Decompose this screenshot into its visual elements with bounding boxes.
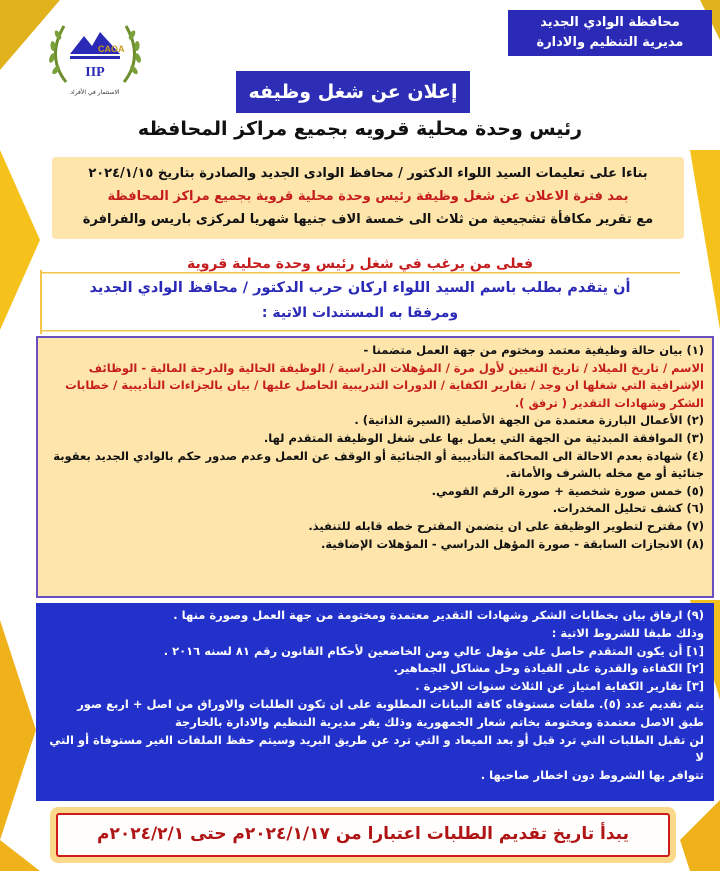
intro-box bbox=[52, 157, 684, 239]
call-line-1: فعلى من يرغب في شغل رئيس وحدة محلية قروية bbox=[186, 256, 534, 272]
document-item: (٧) مقترح لتطوير الوظيفة على ان يتضمن المقترح خطه قابله للتنفيذ. bbox=[308, 518, 704, 533]
condition-item: يتم تقديم عدد (٥). ملفات مستوفاه كافة البيانات المطلوبة على ان تكون الطلبات والاوراق من اصل + اربع صور bbox=[77, 696, 704, 711]
org-governorate: محافظة الوادي الجديد bbox=[540, 15, 680, 30]
document-item: الاسم / تاريخ الميلاد / تاريخ التعيين لأول مرة / المؤهلات الدراسية / الوظيفة الحالية والدرجة المالية - الوظائف bbox=[88, 360, 704, 375]
document-item: (٦) كشف تحليل المخدرات. bbox=[552, 501, 704, 516]
intro-line-1: بناءا على تعليمات السيد اللواء الدكتور / محافظ الوادى الجديد والصادرة بتاريخ ٢٠٢٤/١/١٥ bbox=[88, 166, 648, 181]
document-item: الشكر وشهادات التقدير ( ترفق ). bbox=[514, 395, 704, 410]
svg-text:CAOA: CAOA bbox=[98, 44, 125, 54]
svg-text:IIP: IIP bbox=[85, 65, 105, 80]
document-item: جنائية أو مع مخله بالشرف والأمانة. bbox=[505, 466, 704, 481]
condition-item: لن تقبل الطلبات التي ترد قبل أو بعد الميعاد و التي ترد عن طريق البريد وسيتم حفظ الملفات الغير مستوفاة أو التي لا bbox=[49, 732, 704, 765]
document-item: (٨) الانجازات السابقة - صورة المؤهل الدراسي - المؤهلات الإضافية. bbox=[320, 536, 704, 551]
condition-item: (٩) ارفاق بيان بخطابات الشكر وشهادات التقدير معتمدة ومختومة من جهة العمل وصورة منها . bbox=[173, 608, 704, 622]
job-subtitle: رئيس وحدة محلية قرويه بجميع مراكز المحافظه bbox=[137, 118, 583, 140]
organization-header bbox=[508, 10, 712, 56]
condition-item: [٢] الكفاءة والقدرة على القيادة وحل مشاكل الجماهير. bbox=[393, 661, 704, 676]
call-line-2: أن يتقدم بطلب باسم السيد اللواء اركان حرب الدكتور / محافظ الوادي الجديد bbox=[89, 280, 631, 296]
caoa-logo bbox=[36, 12, 154, 100]
intro-line-2: بمد فترة الاعلان عن شغل وظيفة رئيس وحدة محلية قروية بجميع مراكز المحافظة bbox=[107, 189, 629, 204]
condition-item: طبق الاصل معتمدة ومختومة بخاتم شعار الجمهورية وذلك يقر مديرية التنظيم والادارة بالخارجة bbox=[174, 714, 704, 729]
condition-item: [١] أن يكون المتقدم حاصل على مؤهل عالي ومن الخاضعين لأحكام القانون رقم ٨١ لسنه ٢٠١٦ . bbox=[163, 643, 704, 658]
document-item: (١) بيان حالة وظيفية معتمد ومختوم من جهة العمل متضمنا - bbox=[363, 343, 704, 357]
document-item: الإشرافية التي شغلها ان وجد / تقارير الكفاية / الدورات التدريبية الحاصل عليها / بيان بالجزاءات التأديبية / خطابات bbox=[65, 378, 704, 393]
document-item: (٥) خمس صورة شخصية + صورة الرقم القومي. bbox=[431, 483, 704, 498]
required-documents bbox=[36, 336, 714, 598]
condition-item: تتوافر بها الشروط دون اخطار صاحبها . bbox=[480, 768, 704, 783]
announcement-title: إعلان عن شغل وظيفه bbox=[236, 71, 470, 113]
call-line-3: ومرفقا به المستندات الاتية : bbox=[261, 305, 459, 321]
document-item: (٢) الأعمال البارزة معتمدة من الجهة الأصلية (السيرة الذاتية) . bbox=[354, 413, 704, 428]
document-item: (٣) الموافقة المبدئية من الجهة التي يعمل بها على شغل الوظيفة المتقدم لها. bbox=[263, 430, 704, 445]
intro-line-3: مع تقرير مكافأة تشجيعية من ثلاث الى خمسة الاف جنيها شهريا لمركزى باريس والفرافرة bbox=[82, 212, 654, 227]
svg-text:الاستثمار في الأفراد: الاستثمار في الأفراد bbox=[70, 89, 120, 96]
document-item: (٤) شهادة بعدم الاحالة الى المحاكمة التأديبية أو الجنائية أو الوقف عن العمل وعدم صدور حكم بالوادي الجديد بعقوبة bbox=[53, 448, 704, 463]
condition-item: [٣] تقارير الكفاية امتياز عن الثلاث سنوات الاخيرة . bbox=[415, 679, 704, 694]
deadline-banner: يبدأ تاريخ تقديم الطلبات اعتبارا من ٢٠٢٤/١/١٧م حتى ٢٠٢٤/٢/١م bbox=[56, 813, 670, 857]
org-directorate: مديرية التنظيم والادارة bbox=[536, 35, 684, 50]
conditions-box bbox=[36, 603, 714, 801]
condition-item: وذلك طبقا للشروط الاتية : bbox=[551, 625, 704, 640]
